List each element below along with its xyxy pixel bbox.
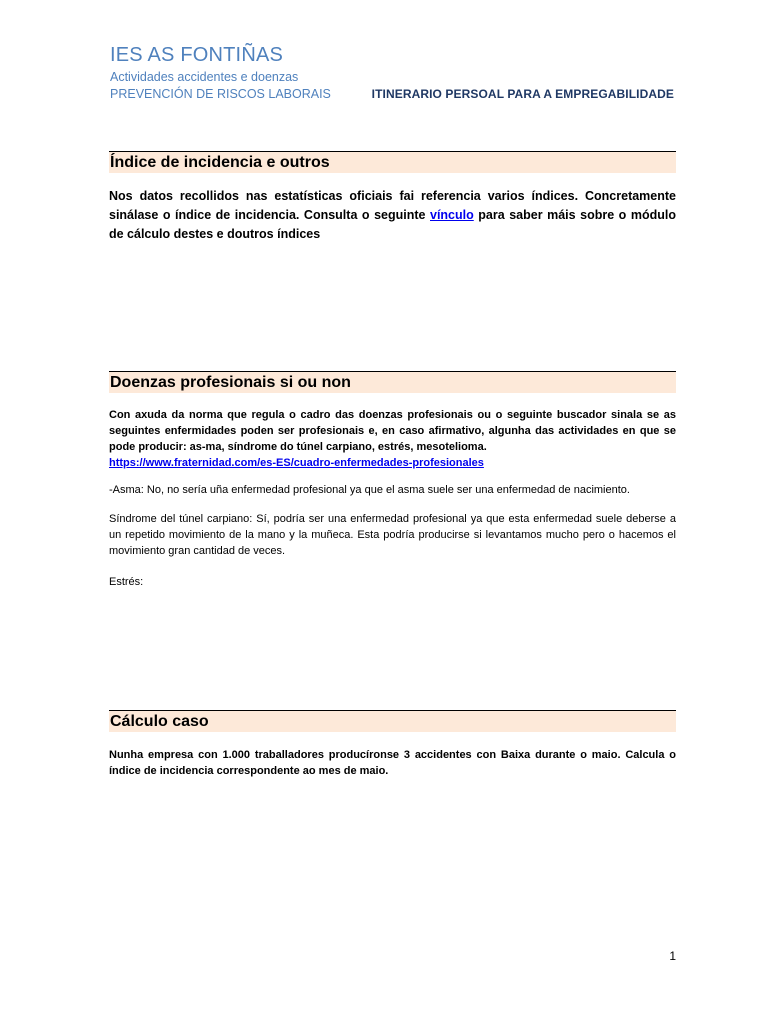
section-heading-diseases bbox=[109, 371, 676, 393]
section-incidence-paragraph bbox=[109, 187, 676, 244]
section-heading-case bbox=[109, 710, 676, 732]
answer-estres: Estrés: bbox=[109, 576, 144, 588]
fraternidad-link[interactable]: https://www.fraternidad.com/es-ES/cuadro-enfermedades-profesionales bbox=[109, 457, 484, 469]
paragraph-text: Nos datos recollidos nas estatísticas oficiais fai referencia varios índices. Concretamente sinálase o índice de incidencia. Consulta o seguinte bbox=[109, 189, 676, 222]
page-number: 1 bbox=[669, 949, 676, 963]
answer-tunel-carpiano: Síndrome del túnel carpiano: Sí, podría ser una enfermedad profesional ya que esta enfermedad suele deberse a un repetido movimiento de la mano y la muñeca. Esta podría producirse si levantamos mucho pero o hacemos el movimiento gran cantidad de veces. bbox=[109, 513, 676, 557]
section-heading-text: Doenzas profesionais si ou non bbox=[110, 374, 351, 391]
header-department: PREVENCIÓN DE RISCOS LABORAIS bbox=[110, 87, 331, 101]
vinculo-link[interactable]: vínculo bbox=[430, 208, 474, 222]
section-heading-incidence bbox=[109, 151, 676, 173]
header-subtitle: Actividades accidentes e doenzas bbox=[110, 70, 299, 84]
paragraph-text: para saber máis sobre o módulo de cálculo destes e doutros índices bbox=[109, 208, 676, 241]
answer-asma: -Asma: No, no sería uña enfermedad profesional ya que el asma suele ser una enfermedad de nacimiento. bbox=[109, 484, 630, 496]
section-case-paragraph: Nunha empresa con 1.000 traballadores producíronse 3 accidentes con Baixa durante o maio. Calcula o índice de incidencia correspondente ao mes de maio. bbox=[109, 749, 676, 777]
intro-text: Con axuda da norma que regula o cadro das doenzas profesionais ou o seguinte buscador sinala se as seguintes enfermidades poden ser profesionais e, en caso afirmativo, algunha das actividades en que se pode producir: as-ma, síndrome do túnel carpiano, estrés, mesotelioma. bbox=[109, 409, 676, 453]
header-right-label: ITINERARIO PERSOAL PARA A EMPREGABILIDADE bbox=[371, 87, 674, 101]
header-title: IES AS FONTIÑAS bbox=[110, 44, 284, 66]
section-diseases-intro bbox=[109, 407, 676, 471]
section-heading-text: Cálculo caso bbox=[110, 713, 209, 730]
section-heading-text: Índice de incidencia e outros bbox=[110, 154, 330, 171]
